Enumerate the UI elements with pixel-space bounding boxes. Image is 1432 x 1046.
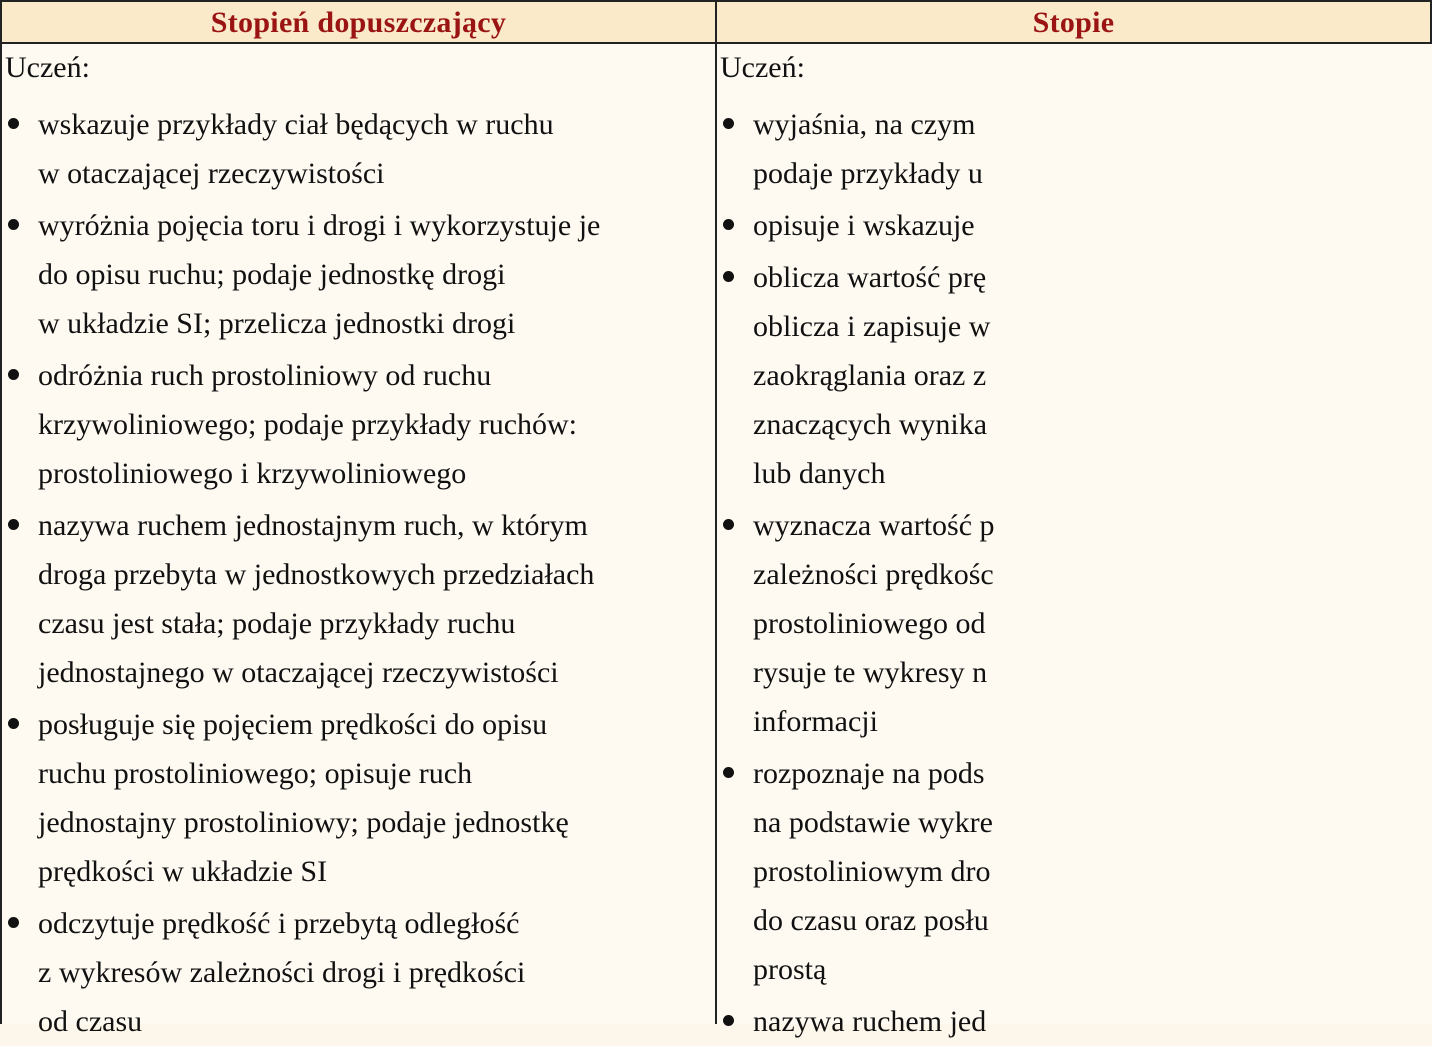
- list-item-line: do czasu oraz posłu: [753, 904, 989, 937]
- list-item-line: odróżnia ruch prostoliniowy od ruchu: [38, 359, 492, 392]
- list-item: [2, 351, 715, 498]
- list-item-line: rysuje te wykresy n: [753, 656, 988, 689]
- column-body-next: [716, 44, 1432, 1038]
- list-item-line: zależności prędkośc: [753, 558, 994, 591]
- bullet-icon: [723, 1015, 734, 1026]
- list-item-line: wskazuje przykłady ciał będących w ruchu: [38, 108, 554, 141]
- list-item-line: nazywa ruchem jed: [753, 1005, 987, 1038]
- bullet-icon: [8, 118, 19, 129]
- list-item-line: zaokrąglania oraz z: [753, 359, 987, 392]
- list-item-line: odczytuje prędkość i przebytą odległość: [38, 907, 520, 940]
- list-item-line: w układzie SI; przelicza jednostki drogi: [38, 307, 516, 340]
- list-item-line: informacji: [753, 705, 878, 738]
- list-item: [2, 501, 715, 697]
- list-item-line: na podstawie wykre: [753, 806, 993, 839]
- bullet-icon: [723, 767, 734, 778]
- list-item-line: prostoliniowego od: [753, 607, 986, 640]
- list-item-line: posługuje się pojęciem prędkości do opisu: [38, 708, 548, 741]
- list-item: [717, 100, 1432, 198]
- list-item-line: prostoliniowego i krzywoliniowego: [38, 457, 467, 490]
- list-item-line: jednostajny prostoliniowy; podaje jednostkę: [38, 806, 569, 839]
- column-header-text: Stopień dopuszczający: [210, 6, 507, 39]
- bullet-icon: [723, 519, 734, 530]
- list-item-line: od czasu: [38, 1005, 143, 1038]
- list-item-line: prędkości w układzie SI: [38, 855, 328, 888]
- bullet-icon: [8, 369, 19, 380]
- column-header-dopuszczajacy: [0, 0, 716, 44]
- list-item: [717, 253, 1432, 498]
- column-body-dopuszczajacy: [0, 44, 716, 1038]
- list-item: [2, 700, 715, 896]
- list-item-line: oblicza i zapisuje w: [753, 310, 991, 343]
- list-item-line: jednostajnego w otaczającej rzeczywistości: [38, 656, 559, 689]
- lead-text: Uczeń:: [5, 51, 90, 84]
- list-item-line: krzywoliniowego; podaje przykłady ruchów:: [38, 408, 578, 441]
- bullet-icon: [8, 917, 19, 928]
- list-item: [2, 201, 715, 348]
- list-item-line: prostą: [753, 953, 827, 986]
- lead-text: Uczeń:: [720, 51, 805, 84]
- list-item-line: prostoliniowym dro: [753, 855, 991, 888]
- list-item-line: czasu jest stała; podaje przykłady ruchu: [38, 607, 516, 640]
- list-item-line: wyznacza wartość p: [753, 509, 995, 542]
- list-item-line: znaczących wynika: [753, 408, 988, 441]
- bullet-icon: [8, 219, 19, 230]
- list-item: [2, 899, 715, 1046]
- list-item-line: lub danych: [753, 457, 886, 490]
- list-item-line: do opisu ruchu; podaje jednostkę drogi: [38, 258, 506, 291]
- list-item-line: droga przebyta w jednostkowych przedziałach: [38, 558, 595, 591]
- bullet-icon: [8, 519, 19, 530]
- column-header-text: Stopie: [1032, 6, 1115, 39]
- bullet-icon: [723, 271, 734, 282]
- list-item-line: wyróżnia pojęcia toru i drogi i wykorzystuje je: [38, 209, 601, 242]
- list-item: [717, 749, 1432, 994]
- list-item-line: wyjaśnia, na czym: [753, 108, 976, 141]
- list-item-line: z wykresów zależności drogi i prędkości: [38, 956, 526, 989]
- bullet-icon: [8, 718, 19, 729]
- list-item-line: w otaczającej rzeczywistości: [38, 157, 385, 190]
- list-item-line: rozpoznaje na pods: [753, 757, 985, 790]
- list-item: [717, 201, 1432, 250]
- list-item: [2, 100, 715, 198]
- list-item-line: ruchu prostoliniowego; opisuje ruch: [38, 757, 473, 790]
- list-item-line: opisuje i wskazuje: [753, 209, 975, 242]
- column-header-next: [716, 0, 1432, 44]
- list-item-line: nazywa ruchem jednostajnym ruch, w którym: [38, 509, 588, 542]
- list-item-line: oblicza wartość prę: [753, 261, 987, 294]
- bullet-icon: [723, 219, 734, 230]
- list-item: [717, 997, 1432, 1046]
- requirements-list: [2, 100, 715, 1046]
- bullet-icon: [723, 118, 734, 129]
- list-item: [717, 501, 1432, 746]
- requirements-list: [717, 100, 1432, 1046]
- list-item-line: podaje przykłady u: [753, 157, 983, 190]
